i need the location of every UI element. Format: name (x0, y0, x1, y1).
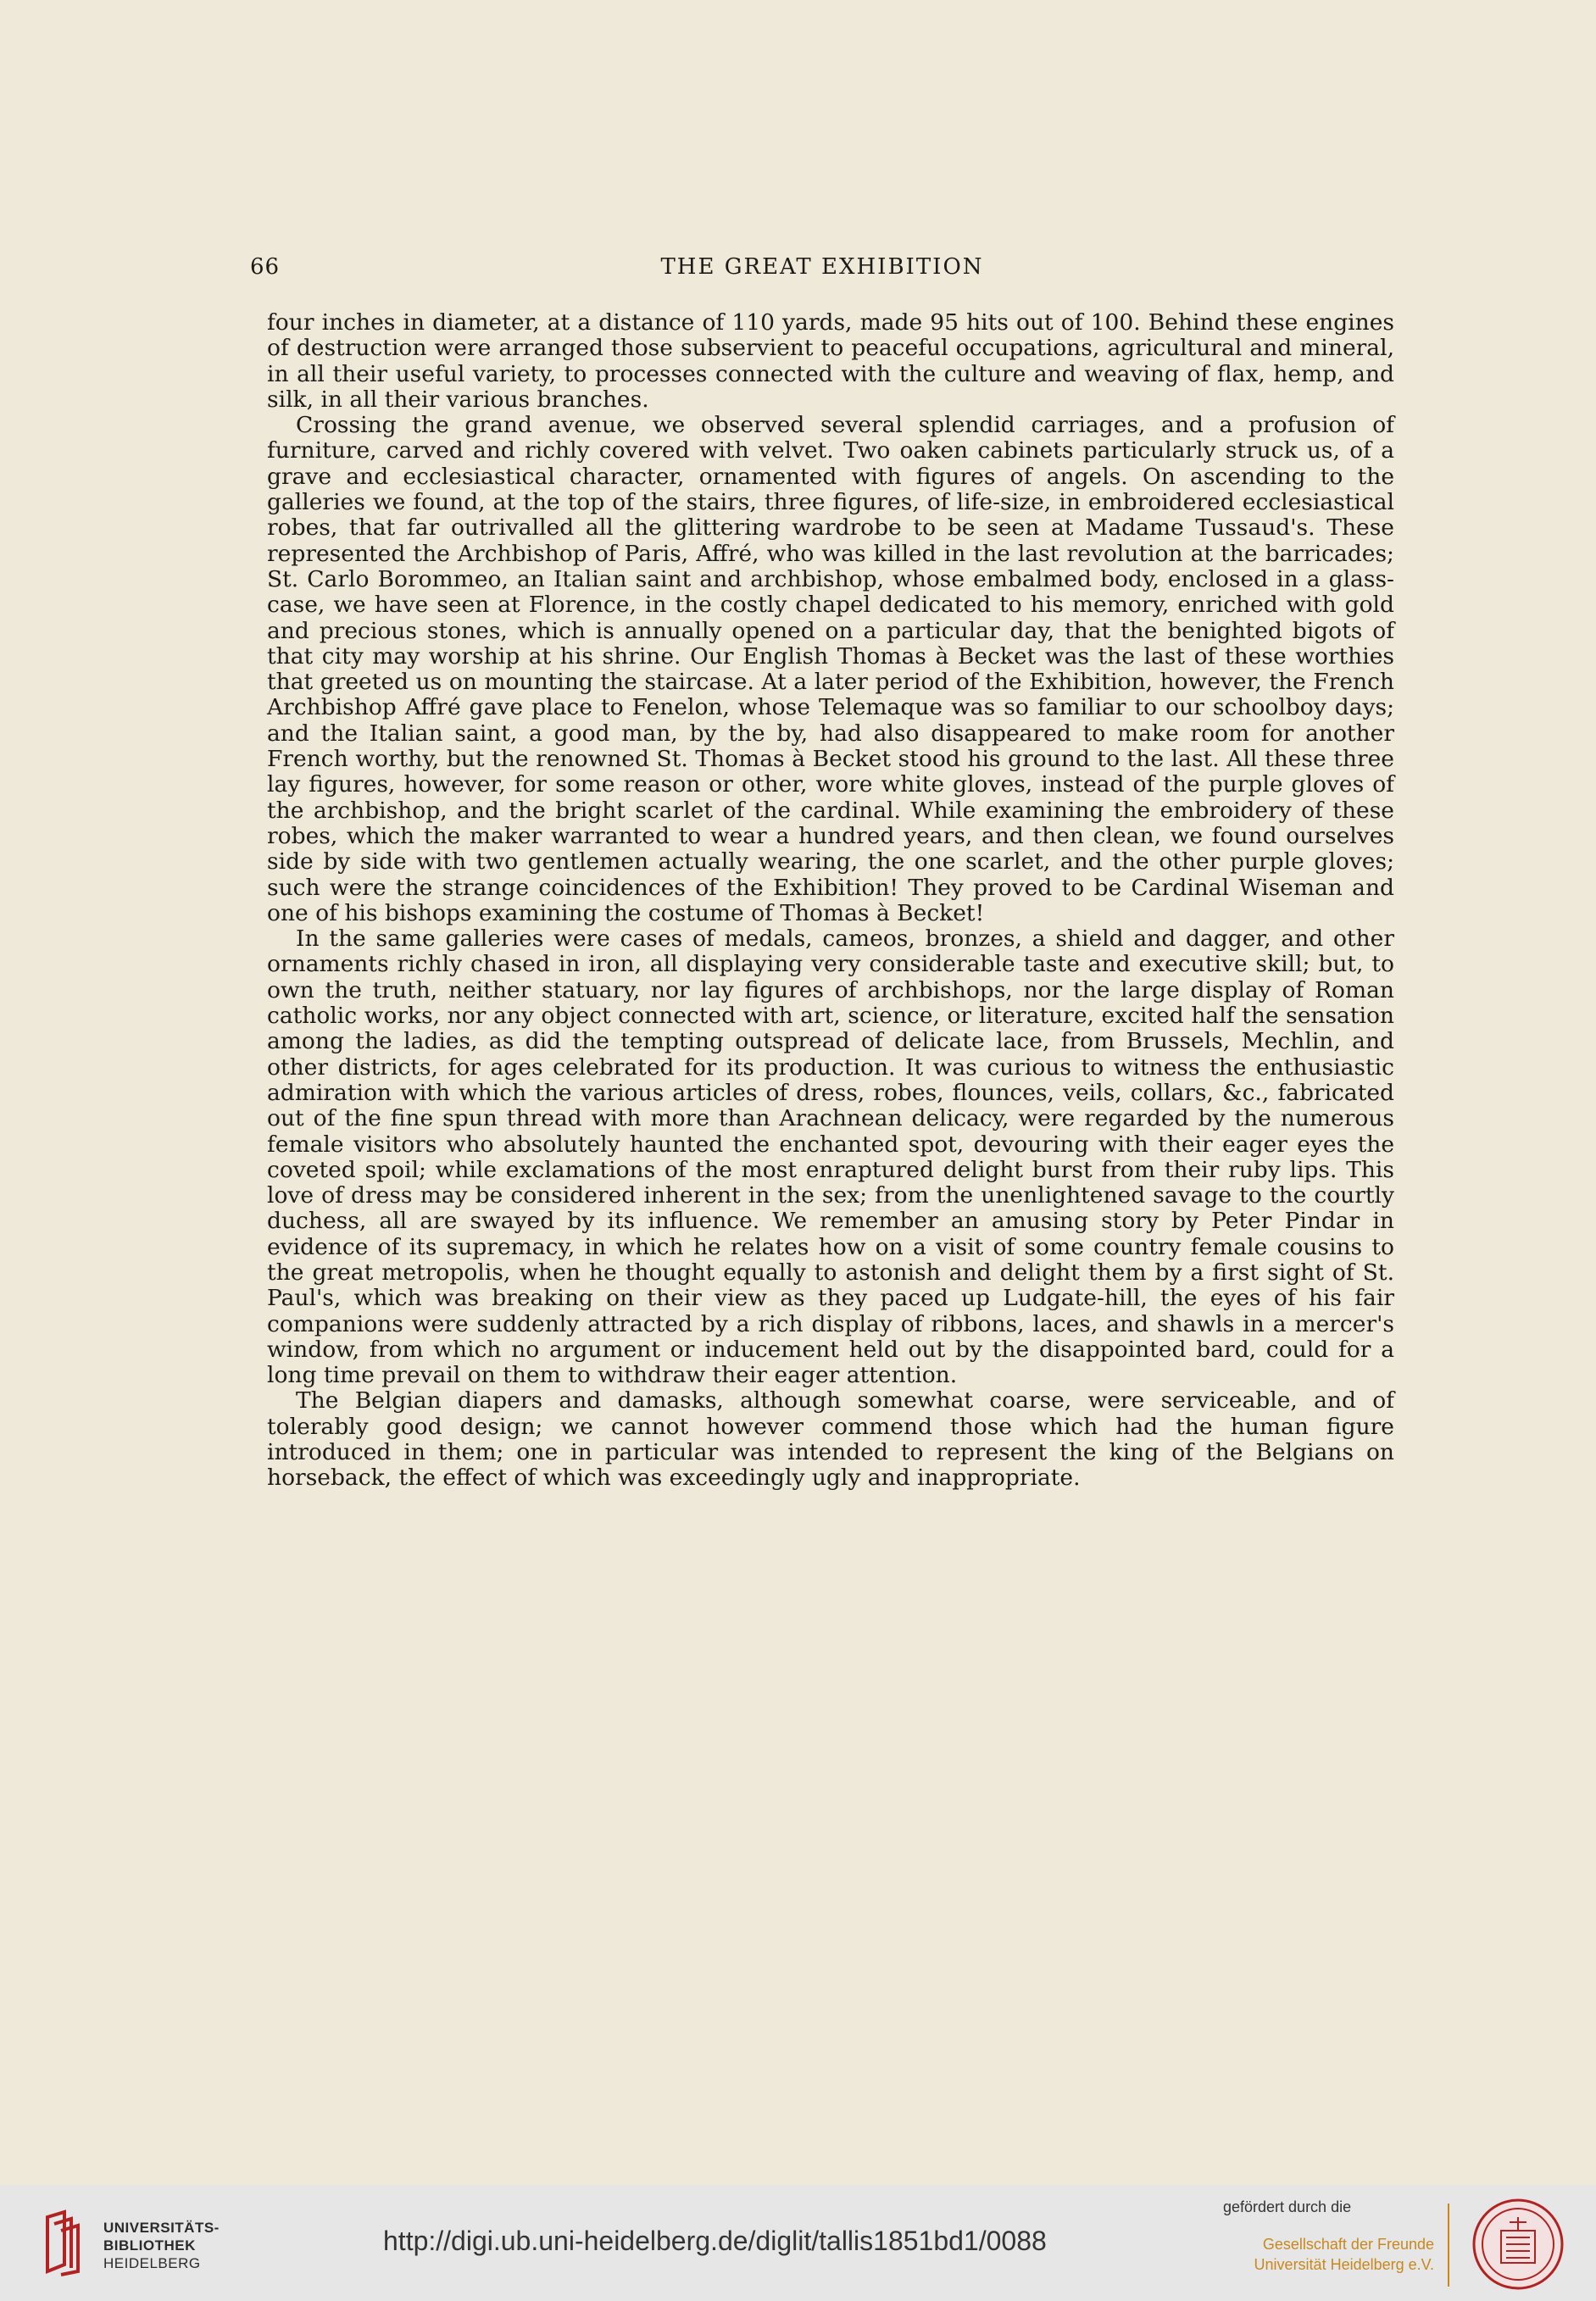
library-name-line3: HEIDELBERG (103, 2255, 201, 2271)
paragraph-4: The Belgian diapers and damasks, although somewhat coarse, were serviceable, and of tolerably good design; we cannot however commend those which had the human figure introduced in them; one in particular was intended to represent the king of the Belgians on horseback, the effect of which was exceedingly ugly and inappropriate. (267, 1387, 1394, 1492)
paragraph-2: Crossing the grand avenue, we observed several splendid carriages, and a profusion of furniture, carved and richly covered with velvet. Two oaken cabinets particularly struck us, of a grave and ecclesiastical character, ornamented with figures of angels. On ascending to the galleries we found, at the top of the stairs, three figures, of life-size, in embroidered ecclesiastical robes, that far outrivalled all the glittering wardrobe to be seen at Madame Tussaud's. These represented the Archbishop of Paris, Affré, who was killed in the last revolution at the barricades; St. Carlo Borommeo, an Italian saint and archbishop, whose embalmed body, enclosed in a glass-case, we have seen at Florence, in the costly chapel dedicated to his memory, enriched with gold and precious stones, which is annually opened on a particular day, that the benighted bigots of that city may worship at his shrine. Our English Thomas à Becket was the last of these worthies that greeted us on mounting the staircase. At a later period of the Exhibition, however, the French Archbishop Affré gave place to Fenelon, whose Telemaque was so familiar to our schoolboy days; and the Italian saint, a good man, by the by, had also disappeared to make room for another French worthy, but the renowned St. Thomas à Becket stood his ground to the last. All these three lay figures, however, for some reason or other, wore white gloves, instead of the purple gloves of the archbishop, and the bright scarlet of the cardinal. While examining the embroidery of these robes, which the maker warranted to wear a hundred years, and then clean, we found ourselves side by side with two gentlemen actually wearing, the one scarlet, and the other purple gloves; such were the strange coincidences of the Exhibition! They proved to be Cardinal Wiseman and one of his bishops examining the costume of Thomas à Becket! (267, 412, 1394, 926)
page-number: 66 (250, 254, 281, 280)
society-name-line1: Gesellschaft der Freunde (1262, 2236, 1434, 2253)
library-name (103, 2219, 220, 2272)
society-name-line2: Universität Heidelberg e.V. (1254, 2256, 1434, 2273)
running-head: THE GREAT EXHIBITION (660, 254, 984, 280)
permalink-url[interactable]: http://digi.ub.uni-heidelberg.de/diglit/tallis1851bd1/0088 (383, 2226, 1047, 2256)
page-header (250, 254, 1394, 288)
library-name-line2: BIBLIOTHEK (103, 2237, 196, 2254)
university-seal-icon (1471, 2197, 1565, 2292)
library-name-line1: UNIVERSITÄTS- (103, 2220, 220, 2236)
ub-heidelberg-logo-icon (41, 2209, 92, 2276)
paragraph-1: four inches in diameter, at a distance of 110 yards, made 95 hits out of 100. Behind these engines of destruction were arranged those subservient to peaceful occupations, agricultural and mineral, in all their useful variety, to processes connected with the culture and weaving of flax, hemp, and silk, in all their various branches. (267, 309, 1394, 413)
paragraph-3: In the same galleries were cases of medals, cameos, bronzes, a shield and dagger, and other ornaments richly chased in iron, all displaying very considerable taste and executive skill; but, to own the truth, neither statuary, nor lay figures of archbishops, nor the large display of Roman catholic works, nor any object connected with art, science, or literature, excited half the sensation among the ladies, as did the tempting outspread of delicate lace, from Brussels, Mechlin, and other districts, for ages celebrated for its production. It was curious to witness the enthusiastic admiration with which the various articles of dress, robes, flounces, veils, collars, &c., fabricated out of the fine spun thread with more than Arachnean delicacy, were regarded by the numerous female visitors who absolutely haunted the enchanted spot, devouring with their eager eyes the coveted spoil; while exclamations of the most enraptured delight burst from their ruby lips. This love of dress may be considered inherent in the sex; from the unenlightened savage to the courtly duchess, all are swayed by its influence. We remember an amusing story by Peter Pindar in evidence of its supremacy, in which he relates how on a visit of some country female cousins to the great metropolis, when he thought equally to astonish and delight them by a first sight of St. Paul's, which was breaking on their view as they paced up Ludgate-hill, the eyes of his fair companions were suddenly attracted by a rich display of ribbons, laces, and shawls in a mercer's window, from which no argument or inducement held out by the disappointed bard, could for a long time prevail on them to withdraw their eager attention. (267, 925, 1394, 1389)
funded-by-text: gefördert durch die (1223, 2198, 1352, 2215)
body-text (267, 310, 1394, 1492)
footer-divider (1448, 2204, 1449, 2287)
footer-bar (0, 2185, 1596, 2301)
